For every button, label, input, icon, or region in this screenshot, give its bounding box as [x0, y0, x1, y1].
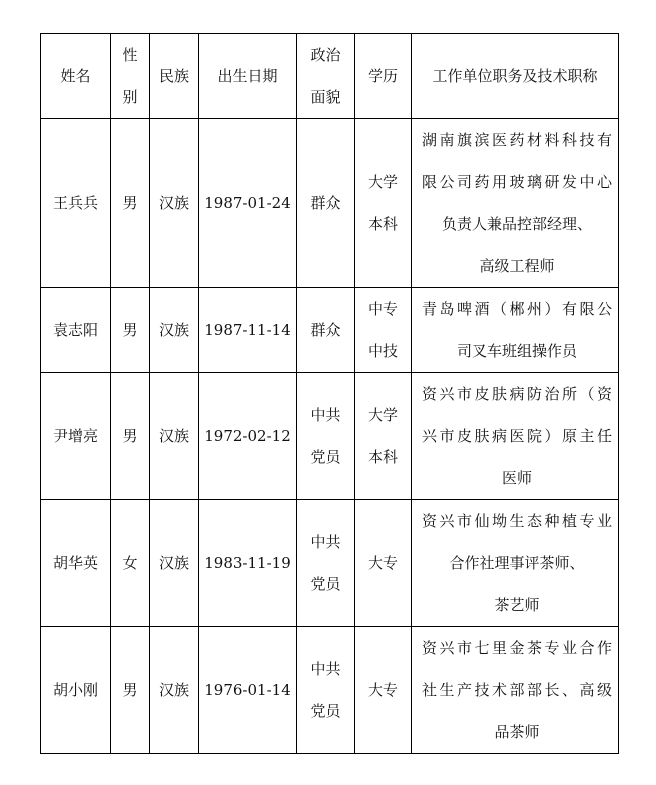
- cell-name: 胡小刚: [41, 627, 111, 754]
- cell-position-line: 兴市皮肤病医院）原主任: [422, 427, 612, 445]
- cell-birthdate: 1987-01-24: [199, 119, 297, 288]
- cell-education-line: 大专: [367, 681, 398, 699]
- cell-gender: 男: [111, 119, 150, 288]
- cell-position-line: 青岛啤酒（郴州）有限公: [422, 300, 612, 318]
- cell-political-line: 中共: [310, 533, 341, 551]
- cell-birthdate: 1976-01-14: [199, 627, 297, 754]
- cell-political-line: 党员: [310, 448, 341, 466]
- header-name: 姓名: [41, 34, 111, 119]
- cell-political: [297, 288, 355, 373]
- cell-political-line: 党员: [310, 702, 341, 720]
- cell-political-line: 中共: [310, 660, 341, 678]
- cell-political: [297, 373, 355, 500]
- cell-education: [355, 627, 412, 754]
- header-gender-line2: 别: [122, 88, 138, 106]
- cell-political-line: 群众: [310, 194, 341, 212]
- header-ethnicity: 民族: [150, 34, 199, 119]
- header-gender: [111, 34, 150, 119]
- cell-name: 袁志阳: [41, 288, 111, 373]
- cell-ethnicity: 汉族: [150, 288, 199, 373]
- cell-position: [412, 500, 619, 627]
- cell-ethnicity: 汉族: [150, 627, 199, 754]
- cell-ethnicity: 汉族: [150, 500, 199, 627]
- cell-position-line: 茶艺师: [494, 596, 540, 614]
- header-political-line1: 政治: [310, 46, 341, 64]
- cell-education-line: 中技: [367, 342, 398, 360]
- cell-position-line: 社生产技术部部长、高级: [422, 681, 612, 699]
- cell-birthdate: 1987-11-14: [199, 288, 297, 373]
- cell-position-line: 资兴市仙坳生态种植专业: [422, 512, 612, 530]
- cell-position-line: 品茶师: [494, 723, 540, 741]
- cell-education-line: 大学: [367, 406, 398, 424]
- cell-gender: 男: [111, 627, 150, 754]
- cell-position: [412, 373, 619, 500]
- cell-political: [297, 627, 355, 754]
- cell-name: 尹增亮: [41, 373, 111, 500]
- cell-position: [412, 627, 619, 754]
- header-political-line2: 面貌: [310, 88, 341, 106]
- cell-education: [355, 119, 412, 288]
- cell-education: [355, 373, 412, 500]
- header-political: [297, 34, 355, 119]
- cell-gender: 男: [111, 288, 150, 373]
- cell-political-line: 中共: [310, 406, 341, 424]
- personnel-table: [40, 33, 619, 754]
- cell-birthdate: 1972-02-12: [199, 373, 297, 500]
- cell-education: [355, 500, 412, 627]
- cell-position-line: 司叉车班组操作员: [456, 342, 577, 360]
- cell-name: 王兵兵: [41, 119, 111, 288]
- cell-political-line: 群众: [310, 321, 341, 339]
- header-gender-line1: 性: [122, 46, 138, 64]
- cell-education-line: 本科: [367, 448, 398, 466]
- cell-education-line: 本科: [367, 215, 398, 233]
- cell-position-line: 合作社理事评茶师、: [449, 554, 585, 572]
- cell-birthdate: 1983-11-19: [199, 500, 297, 627]
- cell-political-line: 党员: [310, 575, 341, 593]
- cell-position-line: 资兴市七里金茶专业合作: [422, 639, 612, 657]
- cell-position-line: 医师: [501, 469, 532, 487]
- cell-education-line: 大专: [367, 554, 398, 572]
- header-birthdate: 出生日期: [199, 34, 297, 119]
- header-row: [41, 34, 619, 119]
- table-row: [41, 288, 619, 373]
- table-row: [41, 627, 619, 754]
- cell-ethnicity: 汉族: [150, 373, 199, 500]
- cell-political: [297, 500, 355, 627]
- cell-position: [412, 288, 619, 373]
- cell-position-line: 限公司药用玻璃研发中心: [422, 173, 612, 191]
- cell-position-line: 负责人兼品控部经理、: [441, 215, 592, 233]
- cell-education-line: 中专: [367, 300, 398, 318]
- cell-education-line: 大学: [367, 173, 398, 191]
- cell-name: 胡华英: [41, 500, 111, 627]
- cell-position-line: 资兴市皮肤病防治所（资: [422, 385, 612, 403]
- cell-education: [355, 288, 412, 373]
- cell-political: [297, 119, 355, 288]
- cell-position-line: 湖南旗滨医药材料科技有: [422, 131, 612, 149]
- header-position: 工作单位职务及技术职称: [412, 34, 619, 119]
- header-education: 学历: [355, 34, 412, 119]
- cell-gender: 女: [111, 500, 150, 627]
- cell-position-line: 高级工程师: [479, 257, 555, 275]
- cell-position: [412, 119, 619, 288]
- cell-ethnicity: 汉族: [150, 119, 199, 288]
- table-row: [41, 500, 619, 627]
- table-row: [41, 119, 619, 288]
- cell-gender: 男: [111, 373, 150, 500]
- table-row: [41, 373, 619, 500]
